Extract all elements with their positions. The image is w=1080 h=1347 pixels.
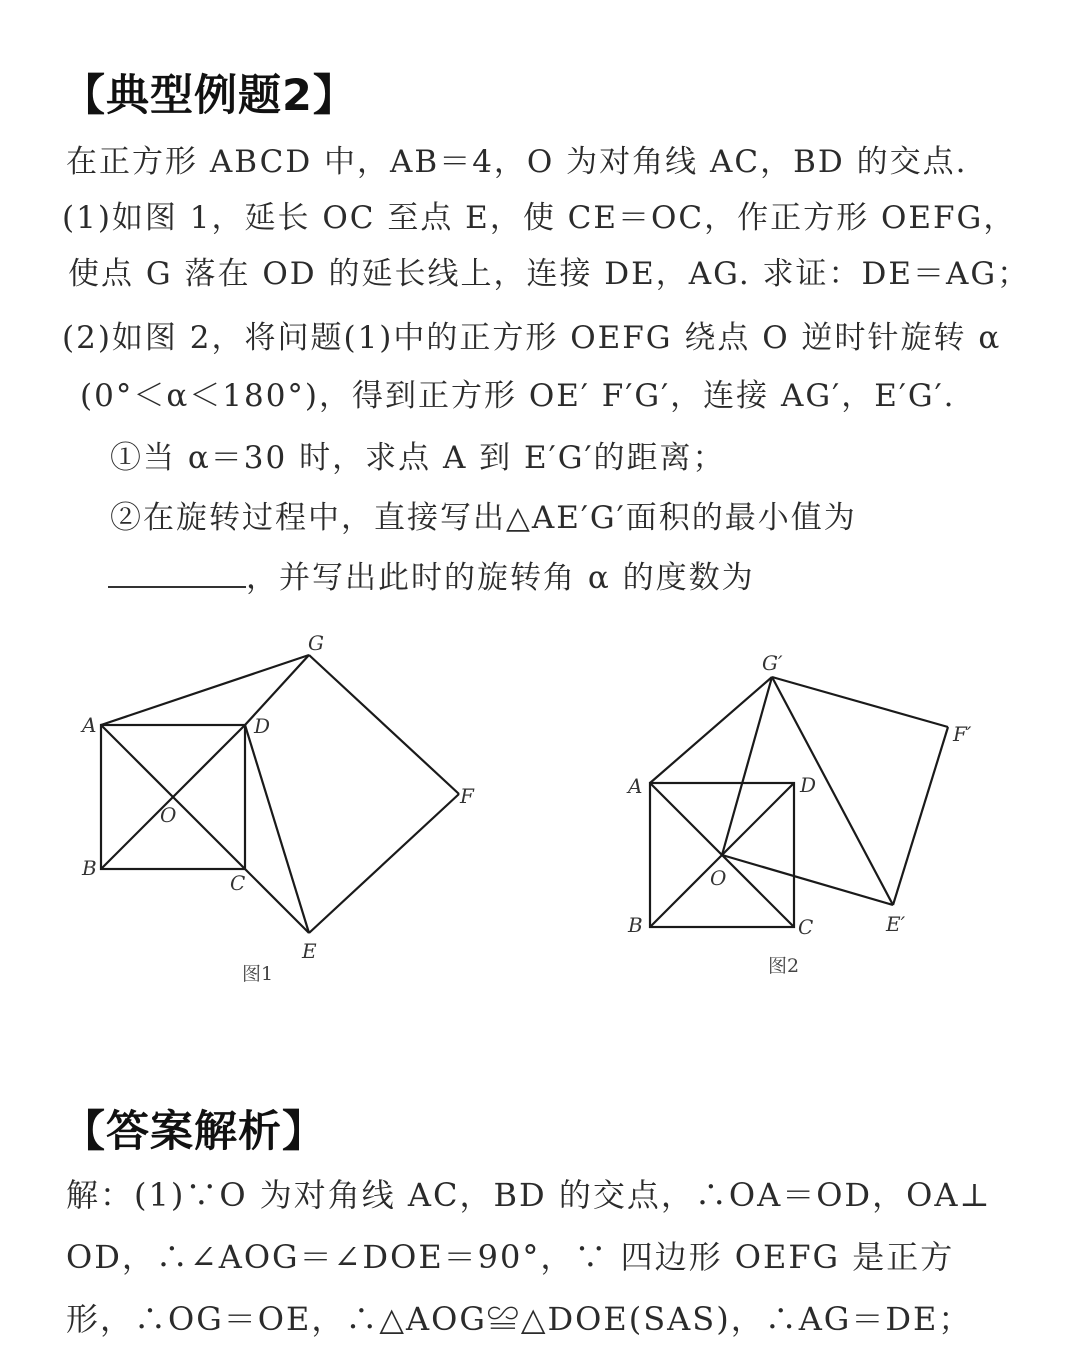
fig2-label-o: O bbox=[710, 866, 727, 890]
fig1-label-c: C bbox=[230, 871, 246, 895]
figure-1-labels bbox=[80, 631, 475, 985]
fig2-segment-fe bbox=[893, 727, 948, 905]
fig2-label-e: E′ bbox=[886, 912, 906, 936]
fig2-label-b: B bbox=[628, 913, 643, 937]
fig1-label-f: F bbox=[460, 784, 474, 808]
problem-subquestion-2: ②在旋转过程中，直接写出△AE′G′面积的最小值为 bbox=[110, 500, 857, 536]
fig2-segment-ag bbox=[650, 677, 772, 783]
fig1-label-a: A bbox=[82, 713, 97, 737]
problem-line-2: (1)如图 1，延长 OC 至点 E，使 CE＝OC，作正方形 OEFG， bbox=[62, 200, 1017, 236]
fig1-label-e: E bbox=[302, 939, 317, 963]
fig2-segment-og bbox=[722, 677, 772, 855]
problem-line-5: (0°＜α＜180°)，得到正方形 OE′ F′G′，连接 AG′，E′G′. bbox=[80, 378, 956, 414]
problem-heading: 【典型例题2】 bbox=[62, 71, 357, 121]
figure-2 bbox=[650, 677, 948, 927]
fig1-label-d: D bbox=[254, 714, 271, 738]
figure-1 bbox=[101, 655, 459, 933]
problem-subquestion-1: ①当 α＝30 时，求点 A 到 E′G′的距离； bbox=[110, 440, 726, 476]
fig2-label-c: C bbox=[798, 915, 814, 939]
fig1-segment-gf bbox=[309, 655, 459, 794]
fig2-label-d: D bbox=[800, 773, 817, 797]
fig1-segment-fe bbox=[309, 794, 459, 933]
problem-line-last-text: ，并写出此时的旋转角 α 的度数为 bbox=[246, 560, 755, 596]
answer-line-1: 解：(1)∵O 为对角线 AC，BD 的交点，∴OA＝OD，OA⊥ bbox=[66, 1176, 992, 1214]
answer-line-3: 形，∴OG＝OE，∴△AOG≌△DOE(SAS)，∴AG＝DE； bbox=[66, 1300, 973, 1338]
problem-line-4: (2)如图 2，将问题(1)中的正方形 OEFG 绕点 O 逆时针旋转 α bbox=[62, 320, 1002, 356]
problem-line-1: 在正方形 ABCD 中，AB＝4，O 为对角线 AC，BD 的交点. bbox=[66, 144, 968, 180]
fig1-caption: 图1 bbox=[242, 963, 274, 985]
fig2-label-a: A bbox=[628, 774, 643, 798]
fig1-label-g: G bbox=[308, 631, 324, 655]
fig1-label-o: O bbox=[160, 803, 177, 827]
answer-heading: 【答案解析】 bbox=[62, 1107, 326, 1157]
fig2-segment-gf bbox=[772, 677, 948, 727]
fig2-label-g: G′ bbox=[762, 651, 783, 675]
fig2-segment-ge bbox=[772, 677, 893, 905]
fig2-label-f: F′ bbox=[953, 722, 972, 746]
fig2-caption: 图2 bbox=[768, 955, 800, 977]
problem-line-3: 使点 G 落在 OD 的延长线上，连接 DE，AG. 求证：DE＝AG； bbox=[68, 256, 1031, 292]
answer-line-2: OD，∴∠AOG＝∠DOE＝90°，∵ 四边形 OEFG 是正方 bbox=[66, 1238, 955, 1276]
fig1-label-b: B bbox=[82, 856, 97, 880]
